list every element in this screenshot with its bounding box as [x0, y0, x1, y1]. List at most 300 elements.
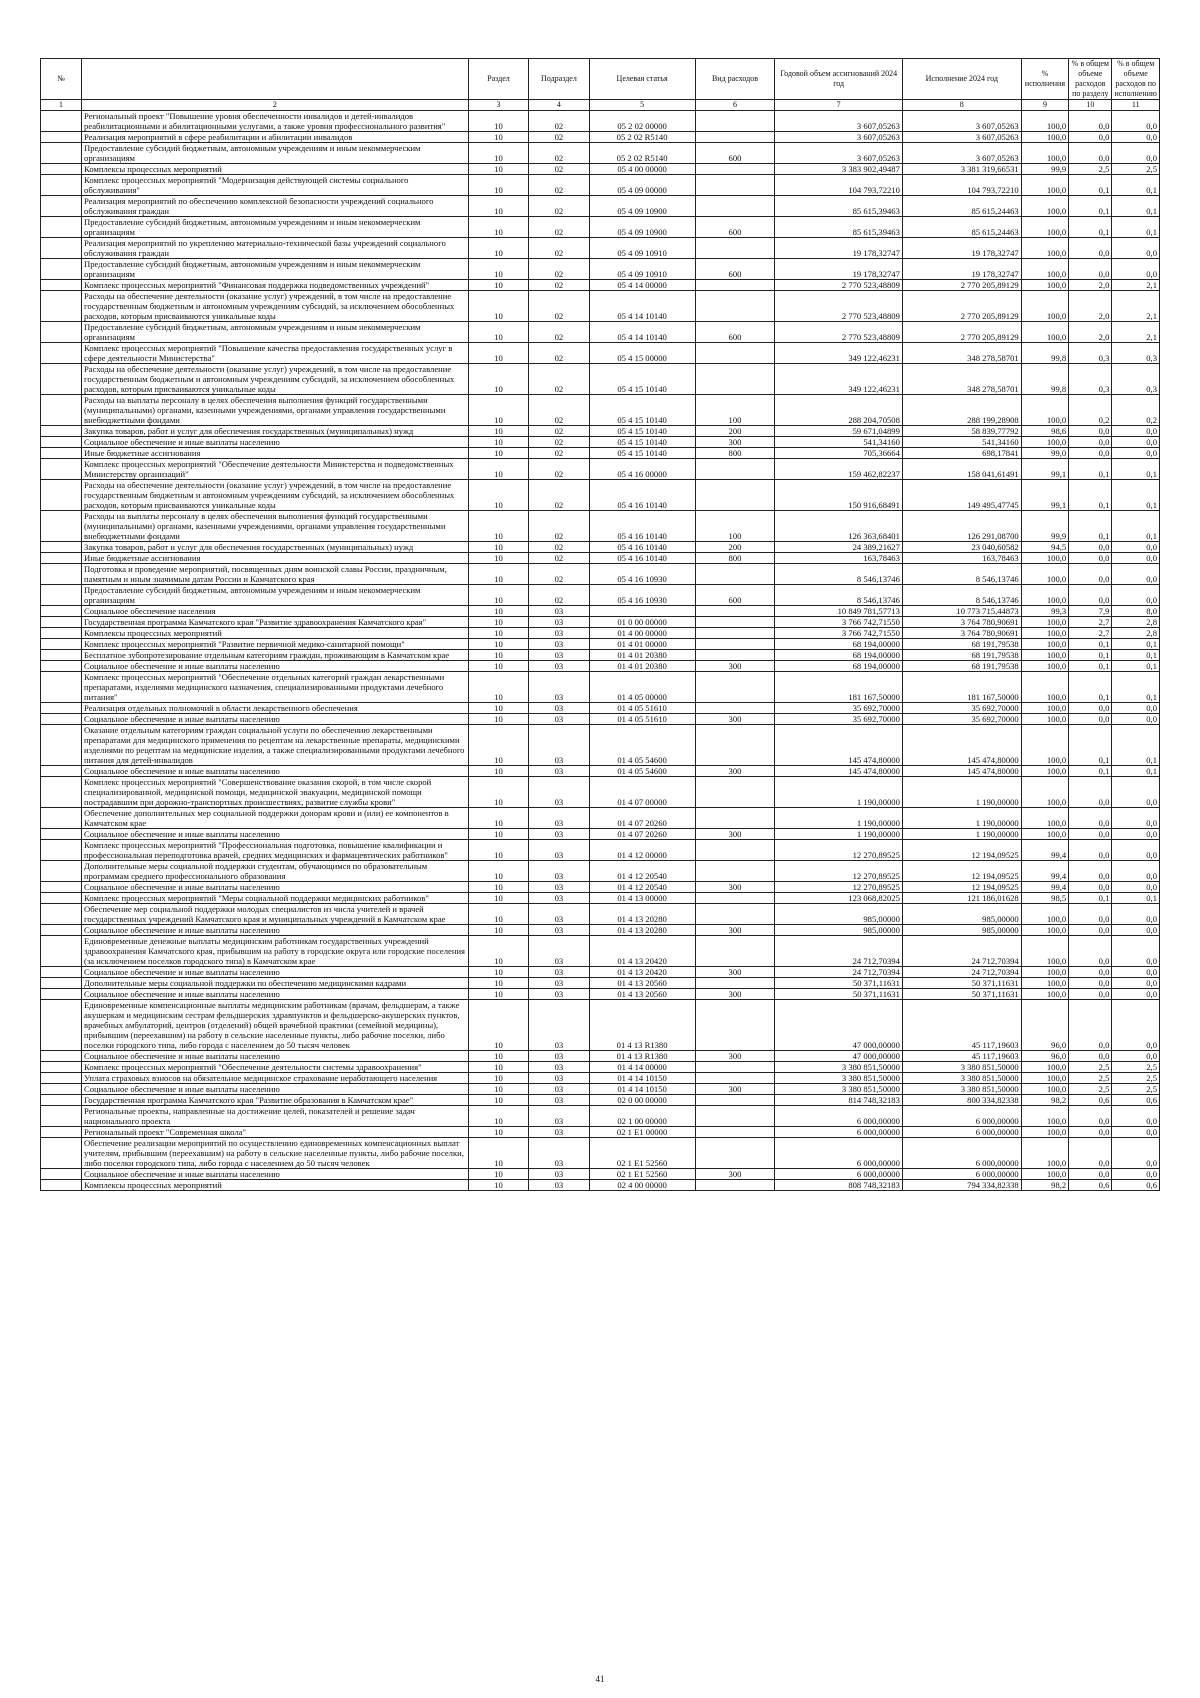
column-number: 8 [902, 100, 1021, 111]
table-row [41, 217, 1160, 238]
column-number: 10 [1069, 100, 1112, 111]
target-article: 01 4 13 00000 [589, 893, 695, 904]
row-number-cell [41, 164, 82, 175]
target-article: 05 4 09 10910 [589, 259, 695, 280]
annual-allocation: 2 770 523,48809 [775, 322, 902, 343]
expense-type [695, 164, 775, 175]
expense-type: 300 [695, 829, 775, 840]
row-name: Региональный проект "Современная школа" [82, 1127, 469, 1138]
annual-allocation: 985,00000 [775, 904, 902, 925]
share-by-execution: 0,1 [1112, 175, 1160, 196]
table-row [41, 840, 1160, 861]
share-by-section: 0,1 [1069, 196, 1112, 217]
execution-amount: 3 380 851,50000 [902, 1084, 1021, 1095]
execution-percent: 100,0 [1021, 617, 1069, 628]
section-code: 10 [468, 511, 528, 542]
target-article: 01 4 14 10150 [589, 1073, 695, 1084]
row-name: Социальное обеспечение и иные выплаты населению [82, 437, 469, 448]
row-name: Закупка товаров, работ и услуг для обеспечения государственных (муниципальных) нужд [82, 542, 469, 553]
table-row [41, 459, 1160, 480]
target-article: 05 4 00 00000 [589, 164, 695, 175]
column-number: 6 [695, 100, 775, 111]
annual-allocation: 85 615,39463 [775, 217, 902, 238]
annual-allocation: 68 194,00000 [775, 639, 902, 650]
row-name: Комплекс процессных мероприятий "Совершенствование оказания скорой, в том числе скорой специализированной, медицинской помощи, медицинской эвакуации, медицинской помощи пострадавшим при дорожно-транспортных происшествиях, развитие службы крови" [82, 777, 469, 808]
execution-amount: 12 194,09525 [902, 882, 1021, 893]
execution-percent: 100,0 [1021, 1138, 1069, 1169]
subsection-code: 03 [529, 936, 589, 967]
row-number-cell [41, 628, 82, 639]
row-number-cell [41, 343, 82, 364]
subsection-code: 02 [529, 291, 589, 322]
section-code: 10 [468, 343, 528, 364]
row-name: Социальное обеспечение и иные выплаты населению [82, 1051, 469, 1062]
row-name: Социальное обеспечение и иные выплаты населению [82, 766, 469, 777]
row-name: Социальное обеспечение и иные выплаты населению [82, 1169, 469, 1180]
row-number-cell [41, 322, 82, 343]
table-row [41, 1051, 1160, 1062]
table-row [41, 882, 1160, 893]
row-name: Комплекс процессных мероприятий "Модернизация действующей системы социального обслуживания" [82, 175, 469, 196]
row-number-cell [41, 661, 82, 672]
row-name: Комплекс процессных мероприятий "Профессиональная подготовка, повышение квалификации и профессиональная переподготовка врачей, средних медицинских и фармацевтических работников" [82, 840, 469, 861]
expense-type [695, 861, 775, 882]
column-header [82, 59, 469, 100]
expense-type: 800 [695, 448, 775, 459]
table-row [41, 364, 1160, 395]
annual-allocation: 35 692,70000 [775, 714, 902, 725]
column-number: 4 [529, 100, 589, 111]
section-code: 10 [468, 967, 528, 978]
subsection-code: 02 [529, 448, 589, 459]
section-code: 10 [468, 1169, 528, 1180]
column-header: % исполнения [1021, 59, 1069, 100]
share-by-section: 0,0 [1069, 1127, 1112, 1138]
execution-amount: 2 770 205,89129 [902, 322, 1021, 343]
share-by-section: 0,1 [1069, 217, 1112, 238]
budget-table-sheet [40, 58, 1160, 1191]
share-by-section: 2,5 [1069, 1073, 1112, 1084]
execution-amount: 104 793,72210 [902, 175, 1021, 196]
annual-allocation: 3 766 742,71550 [775, 617, 902, 628]
execution-amount: 158 041,61491 [902, 459, 1021, 480]
target-article: 05 4 09 10900 [589, 196, 695, 217]
share-by-execution: 0,1 [1112, 639, 1160, 650]
section-code: 10 [468, 111, 528, 132]
table-row [41, 448, 1160, 459]
execution-amount: 145 474,80000 [902, 725, 1021, 766]
row-number-cell [41, 714, 82, 725]
execution-amount: 24 712,70394 [902, 967, 1021, 978]
row-name: Бесплатное зубопротезирование отдельным категориям граждан, проживающим в Камчатском крае [82, 650, 469, 661]
share-by-section: 0,0 [1069, 904, 1112, 925]
subsection-code: 03 [529, 672, 589, 703]
share-by-execution: 0,0 [1112, 585, 1160, 606]
execution-percent: 100,0 [1021, 322, 1069, 343]
annual-allocation: 3 380 851,50000 [775, 1062, 902, 1073]
execution-amount: 8 546,13746 [902, 564, 1021, 585]
execution-amount: 6 000,00000 [902, 1138, 1021, 1169]
share-by-execution: 2,5 [1112, 1073, 1160, 1084]
execution-amount: 149 495,47745 [902, 480, 1021, 511]
expense-type [695, 1095, 775, 1106]
share-by-section: 2,5 [1069, 164, 1112, 175]
section-code: 10 [468, 585, 528, 606]
target-article: 05 4 09 00000 [589, 175, 695, 196]
expense-type [695, 1180, 775, 1191]
target-article [589, 606, 695, 617]
execution-percent: 100,0 [1021, 829, 1069, 840]
share-by-execution: 2,5 [1112, 1084, 1160, 1095]
share-by-execution: 0,0 [1112, 703, 1160, 714]
target-article: 01 4 12 20540 [589, 861, 695, 882]
annual-allocation: 2 770 523,48809 [775, 280, 902, 291]
expense-type [695, 628, 775, 639]
column-number: 2 [82, 100, 469, 111]
subsection-code: 02 [529, 111, 589, 132]
execution-amount: 68 191,79538 [902, 650, 1021, 661]
share-by-section: 0,0 [1069, 1106, 1112, 1127]
row-number-cell [41, 725, 82, 766]
execution-percent: 100,0 [1021, 238, 1069, 259]
execution-percent: 100,0 [1021, 672, 1069, 703]
section-code: 10 [468, 840, 528, 861]
expense-type: 800 [695, 553, 775, 564]
expense-type: 300 [695, 967, 775, 978]
annual-allocation: 19 178,32747 [775, 238, 902, 259]
row-name: Социальное обеспечение и иные выплаты населению [82, 925, 469, 936]
section-code: 10 [468, 132, 528, 143]
row-name: Комплекс процессных мероприятий "Финансовая поддержка подведомственных учреждений" [82, 280, 469, 291]
row-number-cell [41, 1127, 82, 1138]
table-row [41, 143, 1160, 164]
target-article: 01 4 05 51610 [589, 703, 695, 714]
column-number-row [41, 100, 1160, 111]
section-code: 10 [468, 882, 528, 893]
share-by-execution: 0,0 [1112, 978, 1160, 989]
execution-percent: 100,0 [1021, 925, 1069, 936]
execution-percent: 100,0 [1021, 175, 1069, 196]
column-number: 1 [41, 100, 82, 111]
target-article: 05 4 16 10140 [589, 542, 695, 553]
subsection-code: 03 [529, 725, 589, 766]
annual-allocation: 3 607,05263 [775, 143, 902, 164]
execution-percent: 100,0 [1021, 437, 1069, 448]
share-by-execution: 0,0 [1112, 808, 1160, 829]
execution-percent: 98,2 [1021, 1180, 1069, 1191]
share-by-execution: 0,2 [1112, 395, 1160, 426]
annual-allocation: 6 000,00000 [775, 1169, 902, 1180]
table-row [41, 904, 1160, 925]
execution-amount: 3 607,05263 [902, 132, 1021, 143]
target-article: 01 4 13 R1380 [589, 1051, 695, 1062]
row-number-cell [41, 364, 82, 395]
execution-percent: 100,0 [1021, 395, 1069, 426]
table-row [41, 861, 1160, 882]
annual-allocation: 123 068,82025 [775, 893, 902, 904]
subsection-code: 03 [529, 882, 589, 893]
row-name: Иные бюджетные ассигнования [82, 553, 469, 564]
share-by-section: 0,0 [1069, 1051, 1112, 1062]
table-row [41, 978, 1160, 989]
table-row [41, 725, 1160, 766]
table-row [41, 808, 1160, 829]
row-name: Социальное обеспечение и иные выплаты населению [82, 829, 469, 840]
subsection-code: 03 [529, 1073, 589, 1084]
share-by-section: 0,1 [1069, 511, 1112, 542]
table-row [41, 164, 1160, 175]
row-name: Комплекс процессных мероприятий "Меры социальной поддержки медицинских работников" [82, 893, 469, 904]
subsection-code: 03 [529, 777, 589, 808]
table-row [41, 989, 1160, 1000]
row-name: Оказание отдельным категориям граждан социальной услуги по обеспечению лекарственными препаратами для медицинского применения по рецептам на лекарственные препараты, медицинскими изделиями по рецептам на медицинские изделия, а также специализированными продуктами лечебного питания для детей-инвалидов [82, 725, 469, 766]
section-code: 10 [468, 448, 528, 459]
execution-percent: 99,0 [1021, 448, 1069, 459]
execution-percent: 100,0 [1021, 291, 1069, 322]
share-by-execution: 0,0 [1112, 936, 1160, 967]
section-code: 10 [468, 893, 528, 904]
share-by-execution: 0,1 [1112, 766, 1160, 777]
column-header: Исполнение 2024 год [902, 59, 1021, 100]
row-name: Государственная программа Камчатского края "Развитие образования в Камчатском крае" [82, 1095, 469, 1106]
annual-allocation: 50 371,11631 [775, 989, 902, 1000]
table-row [41, 829, 1160, 840]
share-by-section: 0,1 [1069, 639, 1112, 650]
table-row [41, 628, 1160, 639]
subsection-code: 03 [529, 1000, 589, 1051]
row-name: Предоставление субсидий бюджетным, автономным учреждениям и иным некоммерческим организациям [82, 322, 469, 343]
subsection-code: 02 [529, 437, 589, 448]
execution-percent: 100,0 [1021, 989, 1069, 1000]
share-by-section: 0,0 [1069, 703, 1112, 714]
annual-allocation: 349 122,46231 [775, 364, 902, 395]
execution-amount: 288 199,28908 [902, 395, 1021, 426]
subsection-code: 03 [529, 925, 589, 936]
section-code: 10 [468, 989, 528, 1000]
share-by-section: 0,0 [1069, 1169, 1112, 1180]
share-by-execution: 0,0 [1112, 861, 1160, 882]
execution-percent: 100,0 [1021, 904, 1069, 925]
table-row [41, 1000, 1160, 1051]
share-by-execution: 0,0 [1112, 967, 1160, 978]
target-article: 05 4 15 10140 [589, 395, 695, 426]
section-code: 10 [468, 936, 528, 967]
section-code: 10 [468, 1106, 528, 1127]
annual-allocation: 3 380 851,50000 [775, 1073, 902, 1084]
execution-percent: 100,0 [1021, 777, 1069, 808]
share-by-execution: 0,0 [1112, 542, 1160, 553]
budget-execution-table [40, 58, 1160, 1191]
execution-amount: 10 773 715,44873 [902, 606, 1021, 617]
execution-amount: 3 380 851,50000 [902, 1062, 1021, 1073]
execution-percent: 100,0 [1021, 978, 1069, 989]
share-by-execution: 0,0 [1112, 925, 1160, 936]
execution-percent: 94,5 [1021, 542, 1069, 553]
subsection-code: 03 [529, 1169, 589, 1180]
row-number-cell [41, 426, 82, 437]
target-article: 05 4 09 10910 [589, 238, 695, 259]
expense-type [695, 1106, 775, 1127]
table-row [41, 238, 1160, 259]
target-article: 01 4 13 20420 [589, 936, 695, 967]
row-name: Единовременные денежные выплаты медицинским работникам государственных учреждений здравоохранения Камчатского края, прибывшим на работу в городские округа или городские поселения (за исключением поселков городского типа) в Камчатском крае [82, 936, 469, 967]
execution-amount: 126 291,08700 [902, 511, 1021, 542]
row-number-cell [41, 132, 82, 143]
section-code: 10 [468, 777, 528, 808]
section-code: 10 [468, 639, 528, 650]
execution-amount: 12 194,09525 [902, 861, 1021, 882]
row-number-cell [41, 1062, 82, 1073]
target-article: 02 1 E1 52560 [589, 1138, 695, 1169]
execution-amount: 12 194,09525 [902, 840, 1021, 861]
column-number: 11 [1112, 100, 1160, 111]
row-name: Уплата страховых взносов на обязательное медицинское страхование неработающего населения [82, 1073, 469, 1084]
share-by-section: 0,0 [1069, 936, 1112, 967]
table-row [41, 1084, 1160, 1095]
table-row [41, 766, 1160, 777]
row-name: Социальное обеспечение и иные выплаты населению [82, 967, 469, 978]
execution-amount: 3 607,05263 [902, 111, 1021, 132]
row-number-cell [41, 703, 82, 714]
expense-type [695, 777, 775, 808]
share-by-execution: 0,1 [1112, 196, 1160, 217]
expense-type [695, 672, 775, 703]
row-number-cell [41, 777, 82, 808]
expense-type [695, 650, 775, 661]
table-row [41, 553, 1160, 564]
row-name: Государственная программа Камчатского края "Развитие здравоохранения Камчатского края" [82, 617, 469, 628]
execution-amount: 68 191,79538 [902, 661, 1021, 672]
share-by-execution: 0,1 [1112, 511, 1160, 542]
execution-percent: 96,0 [1021, 1000, 1069, 1051]
row-name: Расходы на обеспечение деятельности (оказание услуг) учреждений, в том числе на предоставление государственным бюджетным и автономным учреждениям субсидий, за исключением обособленных расходов, которым присваиваются уникальные коды [82, 291, 469, 322]
table-row [41, 703, 1160, 714]
row-number-cell [41, 904, 82, 925]
expense-type [695, 1000, 775, 1051]
column-header: % в общем объеме расходов по исполнению [1112, 59, 1160, 100]
subsection-code: 02 [529, 259, 589, 280]
table-body [41, 111, 1160, 1191]
share-by-section: 0,0 [1069, 585, 1112, 606]
subsection-code: 03 [529, 650, 589, 661]
row-name: Комплекс процессных мероприятий "Обеспечение деятельности Министерства и подведомственных Министерству организаций" [82, 459, 469, 480]
section-code: 10 [468, 628, 528, 639]
execution-percent: 98,6 [1021, 426, 1069, 437]
target-article: 05 2 02 R5140 [589, 132, 695, 143]
share-by-section: 0,0 [1069, 840, 1112, 861]
share-by-execution: 0,0 [1112, 259, 1160, 280]
execution-percent: 100,0 [1021, 280, 1069, 291]
expense-type [695, 1127, 775, 1138]
execution-amount: 3 764 780,90691 [902, 628, 1021, 639]
target-article: 01 4 05 51610 [589, 714, 695, 725]
share-by-section: 0,0 [1069, 259, 1112, 280]
share-by-section: 2,0 [1069, 280, 1112, 291]
row-number-cell [41, 585, 82, 606]
target-article: 01 4 07 20260 [589, 829, 695, 840]
share-by-section: 0,0 [1069, 967, 1112, 978]
expense-type: 600 [695, 585, 775, 606]
share-by-section: 0,1 [1069, 459, 1112, 480]
expense-type: 200 [695, 542, 775, 553]
table-row [41, 1180, 1160, 1191]
subsection-code: 03 [529, 714, 589, 725]
section-code: 10 [468, 766, 528, 777]
column-header: Раздел [468, 59, 528, 100]
section-code: 10 [468, 703, 528, 714]
section-code: 10 [468, 553, 528, 564]
target-article: 01 4 12 20540 [589, 882, 695, 893]
subsection-code: 02 [529, 238, 589, 259]
section-code: 10 [468, 978, 528, 989]
share-by-section: 0,0 [1069, 714, 1112, 725]
row-number-cell [41, 808, 82, 829]
share-by-section: 0,1 [1069, 480, 1112, 511]
share-by-execution: 0,0 [1112, 777, 1160, 808]
execution-percent: 100,0 [1021, 564, 1069, 585]
target-article: 02 0 00 00000 [589, 1095, 695, 1106]
row-name: Расходы на выплаты персоналу в целях обеспечения выполнения функций государственными (муниципальными) органами, казенными учреждениями, органами управления государственными внебюджетными фондами [82, 395, 469, 426]
execution-amount: 800 334,82338 [902, 1095, 1021, 1106]
annual-allocation: 68 194,00000 [775, 650, 902, 661]
share-by-execution: 0,3 [1112, 364, 1160, 395]
section-code: 10 [468, 143, 528, 164]
share-by-execution: 0,0 [1112, 437, 1160, 448]
row-number-cell [41, 217, 82, 238]
expense-type [695, 196, 775, 217]
section-code: 10 [468, 175, 528, 196]
table-row [41, 936, 1160, 967]
execution-amount: 6 000,00000 [902, 1106, 1021, 1127]
section-code: 10 [468, 480, 528, 511]
share-by-section: 2,7 [1069, 628, 1112, 639]
row-name: Дополнительные меры социальной поддержки по обеспечению медицинскими кадрами [82, 978, 469, 989]
row-number-cell [41, 1169, 82, 1180]
execution-amount: 985,00000 [902, 925, 1021, 936]
expense-type [695, 936, 775, 967]
execution-percent: 100,0 [1021, 1106, 1069, 1127]
execution-percent: 96,0 [1021, 1051, 1069, 1062]
annual-allocation: 159 462,82237 [775, 459, 902, 480]
row-number-cell [41, 1106, 82, 1127]
annual-allocation: 24 712,70394 [775, 967, 902, 978]
row-number-cell [41, 1138, 82, 1169]
subsection-code: 02 [529, 553, 589, 564]
annual-allocation: 47 000,00000 [775, 1051, 902, 1062]
table-row [41, 606, 1160, 617]
expense-type [695, 808, 775, 829]
share-by-section: 0,6 [1069, 1180, 1112, 1191]
row-name: Социальное обеспечение и иные выплаты населению [82, 661, 469, 672]
section-code: 10 [468, 542, 528, 553]
section-code: 10 [468, 291, 528, 322]
column-header: Подраздел [529, 59, 589, 100]
execution-amount: 35 692,70000 [902, 703, 1021, 714]
execution-percent: 100,0 [1021, 111, 1069, 132]
share-by-execution: 0,0 [1112, 111, 1160, 132]
table-row [41, 437, 1160, 448]
annual-allocation: 985,00000 [775, 925, 902, 936]
subsection-code: 02 [529, 395, 589, 426]
subsection-code: 03 [529, 639, 589, 650]
execution-percent: 100,0 [1021, 259, 1069, 280]
share-by-section: 0,3 [1069, 343, 1112, 364]
row-name: Социальное обеспечение населения [82, 606, 469, 617]
row-number-cell [41, 1073, 82, 1084]
row-number-cell [41, 829, 82, 840]
expense-type: 300 [695, 989, 775, 1000]
share-by-section: 0,0 [1069, 111, 1112, 132]
